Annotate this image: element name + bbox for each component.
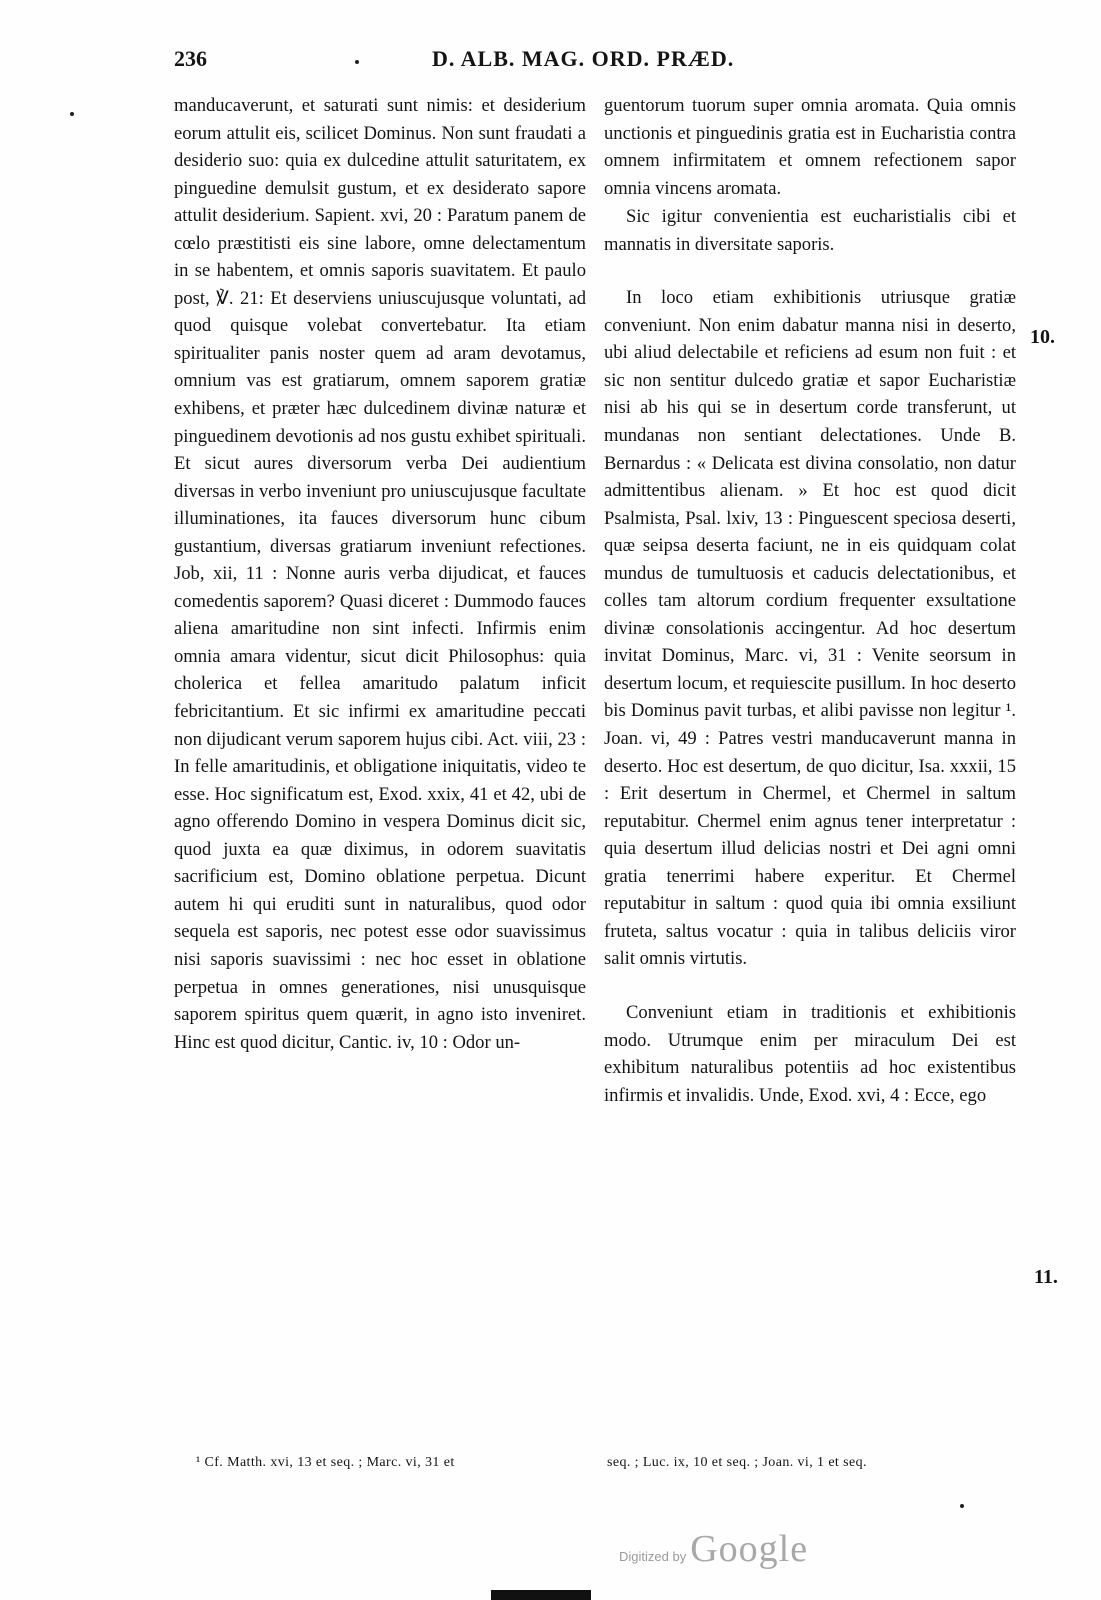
body-paragraph: guentorum tuorum super omnia aromata. Quia omnis unctionis et pinguedinis gratia est in Eucharistia contra omnem infirmitatem et omnem refectionem sapor omnia vincens aromata. [604,95,1016,199]
section-paragraph-11: Conveniunt etiam in traditionis et exhibitionis modo. Utrumque enim per miraculum Dei est exhibitum naturalibus potentiis ad hoc existentibus infirmis et invalidis. Unde, Exod. xvi, 4 : Ecce, ego [604,1001,1016,1106]
scan-edge-bar [491,1590,591,1600]
running-title: D. ALB. MAG. ORD. PRÆD. [432,46,735,71]
speck-mark [355,60,359,64]
body-paragraph: Sic igitur convenientia est eucharistialis cibi et mannatis in diversitate saporis. [604,206,1016,255]
watermark-prefix: Digitized by [619,1549,687,1564]
google-watermark [619,1527,808,1571]
google-logo: Google [690,1528,809,1570]
left-column [174,92,586,1056]
speck-mark [70,112,74,116]
body-paragraph: manducaverunt, et saturati sunt nimis: et desiderium eorum attulit eis, scilicet Dominus. Non sunt fraudati a desiderio suo: quia ex dulcedine attulit saturitatem, ex pinguedine demulsit gustum, et ex desiderato sapore attulit desiderium. Sapient. xvi, 20 : Paratum panem de cœlo præstitisti eis sine labore, omne delectamentum in se habentem, et omnis saporis suavitatem. Et paulo post, ℣. 21: Et deserviens uniuscujusque voluntati, ad quod quisque volebat convertebatur. Ita etiam spiritualiter panis noster quem ad aram devotamus, omnium vas est gratiarum, omnem saporem gratiæ exhibens, et præter hæc dulcedinem divinæ naturæ et pinguedinem devotionis ad nos gustu exhibet spirituali. Et sicut aures diversorum verba Dei audientium diversas in verbo inveniunt pro uniuscujusque facultate illuminationes, ita fauces diversorum hunc cibum gustantium, diversas gratiarum inveniunt refectiones. Job, xii, 11 : Nonne auris verba dijudicat, et fauces comedentis saporem? Quasi diceret : Dummodo fauces aliena amaritudine non sint infecti. Infirmis enim omnia amara videntur, sicut dicit Philosophus: quia cholerica et fellea amaritudo palatum inficit febricitantium. Et sic infirmi ex amaritudine peccati non dijudicant verum saporem hujus cibi. Act. viii, 23 : In felle amaritudinis, et obligatione iniquitatis, video te esse. Hoc significatum est, Exod. xxix, 41 et 42, ubi de agno offerendo Domino in vespera Dominus dicit sic, quod juxta ea quæ diximus, in odorem suavitatis sacrificium est, Domino oblatione perpetua. Dicunt autem hi qui eruditi sunt in naturalibus, quod odor sequela est saporis, nec potest esse odor suavissimus nisi saporis suavissimi : nec hoc esset in oblatione perpetua in omnes generationes, nisi unusquisque saporem spiritus quem quærit, in agno isto inveniret. Hinc est quod dicitur, Cantic. iv, 10 : Odor un- [174,95,586,1053]
page-number: 236 [174,46,207,71]
footnote-left: ¹ Cf. Matth. xvi, 13 et seq. ; Marc. vi, 31 et [196,1455,455,1470]
footnote-right: seq. ; Luc. ix, 10 et seq. ; Joan. vi, 1 et seq. [607,1455,867,1470]
right-column [604,92,1016,1109]
section-paragraph-10: In loco etiam exhibitionis utriusque gratiæ conveniunt. Non enim dabatur manna nisi in deserto, ubi aliud delectabile et reficiens ad esum non fuit : et sic non sentitur dulcedo gratiæ et sapor Eucharistiæ nisi ab his qui se in desertum corde transferunt, ut mundanas non sentiant delectationes. Unde B. Bernardus : « Delicata est divina consolatio, non datur admittentibus alienam. » Et hoc est quod dicit Psalmista, Psal. lxiv, 13 : Pinguescent speciosa deserti, quæ seipsa deserta faciunt, ne in eis quidquam colat mundus de tumultuosis et caducis delectationibus, et colles tam altorum cordium frequenter exsultatione divinæ consolationis accingentur. Ad hoc desertum invitat Dominus, Marc. vi, 31 : Venite seorsum in desertum locum, et requiescite pusillum. In hoc deserto bis Dominus pavit turbas, et alibi pavisse non legitur ¹. Joan. vi, 49 : Patres vestri manducaverunt manna in deserto. Hoc est desertum, de quo dicitur, Isa. xxxii, 15 : Erit desertum in Chermel, et Chermel in saltum reputabitur. Chermel enim agnus tener interpretatur : quia desertum illud delicias nostri et Dei agni omni gratia tenerrimi habere experitur. Et Chermel reputabitur in saltum : quod quia ibi omnia exsiliunt fruteta, saltus vocatur : quia in talibus deliciis viror salit omnis virtutis. [604,287,1016,970]
page-header [0,46,1101,86]
section-number-11: 11. [1034,1266,1058,1288]
speck-mark [960,1504,964,1508]
section-number-10: 10. [1030,326,1055,348]
